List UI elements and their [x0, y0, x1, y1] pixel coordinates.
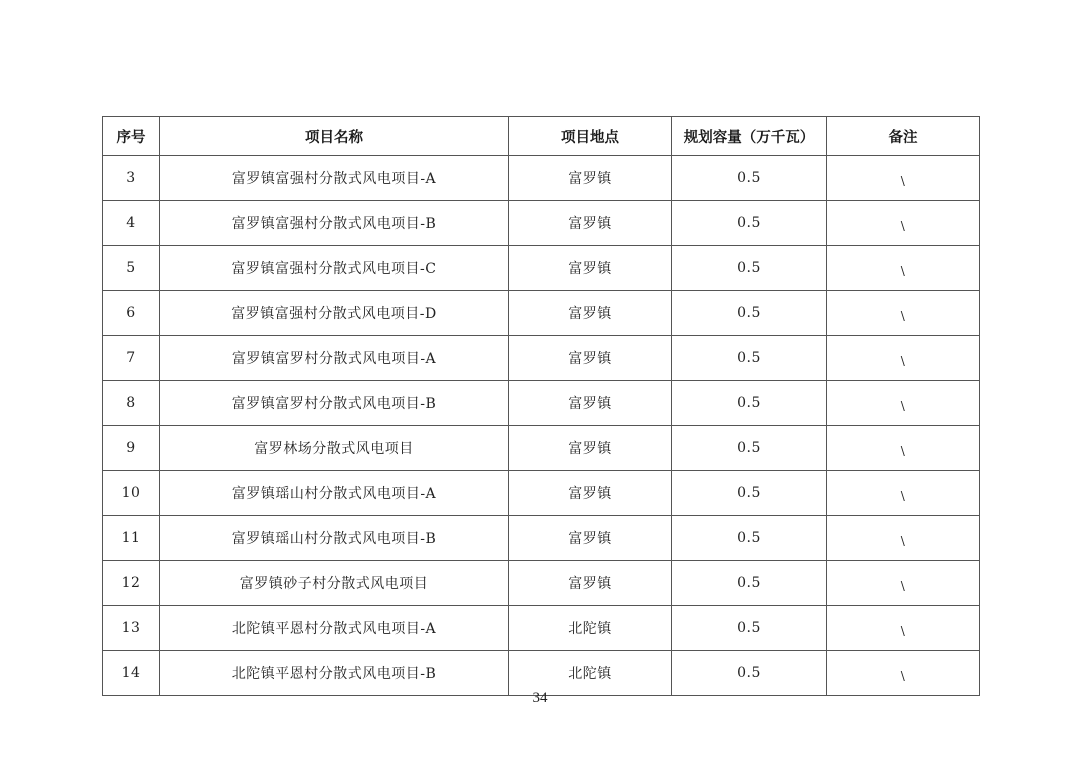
- cell-planned-capacity: 0.5: [672, 471, 827, 516]
- cell-serial-number: 6: [103, 291, 160, 336]
- cell-serial-number: 8: [103, 381, 160, 426]
- cell-project-name: 富罗镇富强村分散式风电项目-D: [160, 291, 509, 336]
- table-body: [103, 156, 980, 696]
- cell-project-location: 北陀镇: [509, 606, 672, 651]
- table-row: [103, 651, 980, 696]
- cell-planned-capacity: 0.5: [672, 246, 827, 291]
- cell-serial-number: 3: [103, 156, 160, 201]
- cell-project-location: 富罗镇: [509, 471, 672, 516]
- cell-planned-capacity: 0.5: [672, 291, 827, 336]
- cell-serial-number: 12: [103, 561, 160, 606]
- cell-project-name: 富罗镇瑶山村分散式风电项目-A: [160, 471, 509, 516]
- cell-project-location: 富罗镇: [509, 156, 672, 201]
- cell-remarks: \: [827, 606, 980, 651]
- cell-project-name: 富罗镇富强村分散式风电项目-B: [160, 201, 509, 246]
- cell-serial-number: 5: [103, 246, 160, 291]
- cell-planned-capacity: 0.5: [672, 516, 827, 561]
- cell-serial-number: 10: [103, 471, 160, 516]
- cell-serial-number: 11: [103, 516, 160, 561]
- cell-planned-capacity: 0.5: [672, 336, 827, 381]
- cell-planned-capacity: 0.5: [672, 201, 827, 246]
- cell-remarks: \: [827, 201, 980, 246]
- cell-project-name: 富罗镇富罗村分散式风电项目-B: [160, 381, 509, 426]
- cell-project-name: 富罗林场分散式风电项目: [160, 426, 509, 471]
- cell-remarks: \: [827, 561, 980, 606]
- page-number: 34: [532, 690, 548, 706]
- table-row: [103, 246, 980, 291]
- cell-project-location: 富罗镇: [509, 516, 672, 561]
- table-row: [103, 336, 980, 381]
- header-planned-capacity: 规划容量（万千瓦）: [672, 117, 827, 156]
- header-serial-number: 序号: [103, 117, 160, 156]
- header-project-name: 项目名称: [160, 117, 509, 156]
- table-row: [103, 561, 980, 606]
- cell-remarks: \: [827, 156, 980, 201]
- header-project-location: 项目地点: [509, 117, 672, 156]
- table-row: [103, 606, 980, 651]
- cell-serial-number: 7: [103, 336, 160, 381]
- cell-project-name: 富罗镇富强村分散式风电项目-A: [160, 156, 509, 201]
- cell-remarks: \: [827, 516, 980, 561]
- cell-project-location: 富罗镇: [509, 246, 672, 291]
- cell-project-name: 富罗镇瑶山村分散式风电项目-B: [160, 516, 509, 561]
- cell-project-name: 北陀镇平恩村分散式风电项目-A: [160, 606, 509, 651]
- table-row: [103, 291, 980, 336]
- cell-serial-number: 13: [103, 606, 160, 651]
- cell-planned-capacity: 0.5: [672, 606, 827, 651]
- table-row: [103, 381, 980, 426]
- cell-project-name: 富罗镇砂子村分散式风电项目: [160, 561, 509, 606]
- cell-planned-capacity: 0.5: [672, 381, 827, 426]
- table-header: [103, 117, 980, 156]
- cell-project-location: 富罗镇: [509, 426, 672, 471]
- cell-serial-number: 14: [103, 651, 160, 696]
- cell-remarks: \: [827, 336, 980, 381]
- cell-project-name: 富罗镇富罗村分散式风电项目-A: [160, 336, 509, 381]
- cell-project-name: 富罗镇富强村分散式风电项目-C: [160, 246, 509, 291]
- cell-project-location: 富罗镇: [509, 336, 672, 381]
- cell-project-location: 北陀镇: [509, 651, 672, 696]
- table-row: [103, 516, 980, 561]
- cell-project-name: 北陀镇平恩村分散式风电项目-B: [160, 651, 509, 696]
- cell-project-location: 富罗镇: [509, 561, 672, 606]
- cell-project-location: 富罗镇: [509, 291, 672, 336]
- project-table: [102, 116, 980, 696]
- cell-remarks: \: [827, 291, 980, 336]
- cell-serial-number: 4: [103, 201, 160, 246]
- cell-project-location: 富罗镇: [509, 381, 672, 426]
- cell-project-location: 富罗镇: [509, 201, 672, 246]
- cell-planned-capacity: 0.5: [672, 156, 827, 201]
- table-header-row: [103, 117, 980, 156]
- table-row: [103, 156, 980, 201]
- table-row: [103, 426, 980, 471]
- cell-planned-capacity: 0.5: [672, 651, 827, 696]
- cell-remarks: \: [827, 426, 980, 471]
- table-row: [103, 471, 980, 516]
- cell-planned-capacity: 0.5: [672, 561, 827, 606]
- header-remarks: 备注: [827, 117, 980, 156]
- cell-serial-number: 9: [103, 426, 160, 471]
- cell-remarks: \: [827, 246, 980, 291]
- cell-planned-capacity: 0.5: [672, 426, 827, 471]
- cell-remarks: \: [827, 651, 980, 696]
- table-row: [103, 201, 980, 246]
- cell-remarks: \: [827, 471, 980, 516]
- cell-remarks: \: [827, 381, 980, 426]
